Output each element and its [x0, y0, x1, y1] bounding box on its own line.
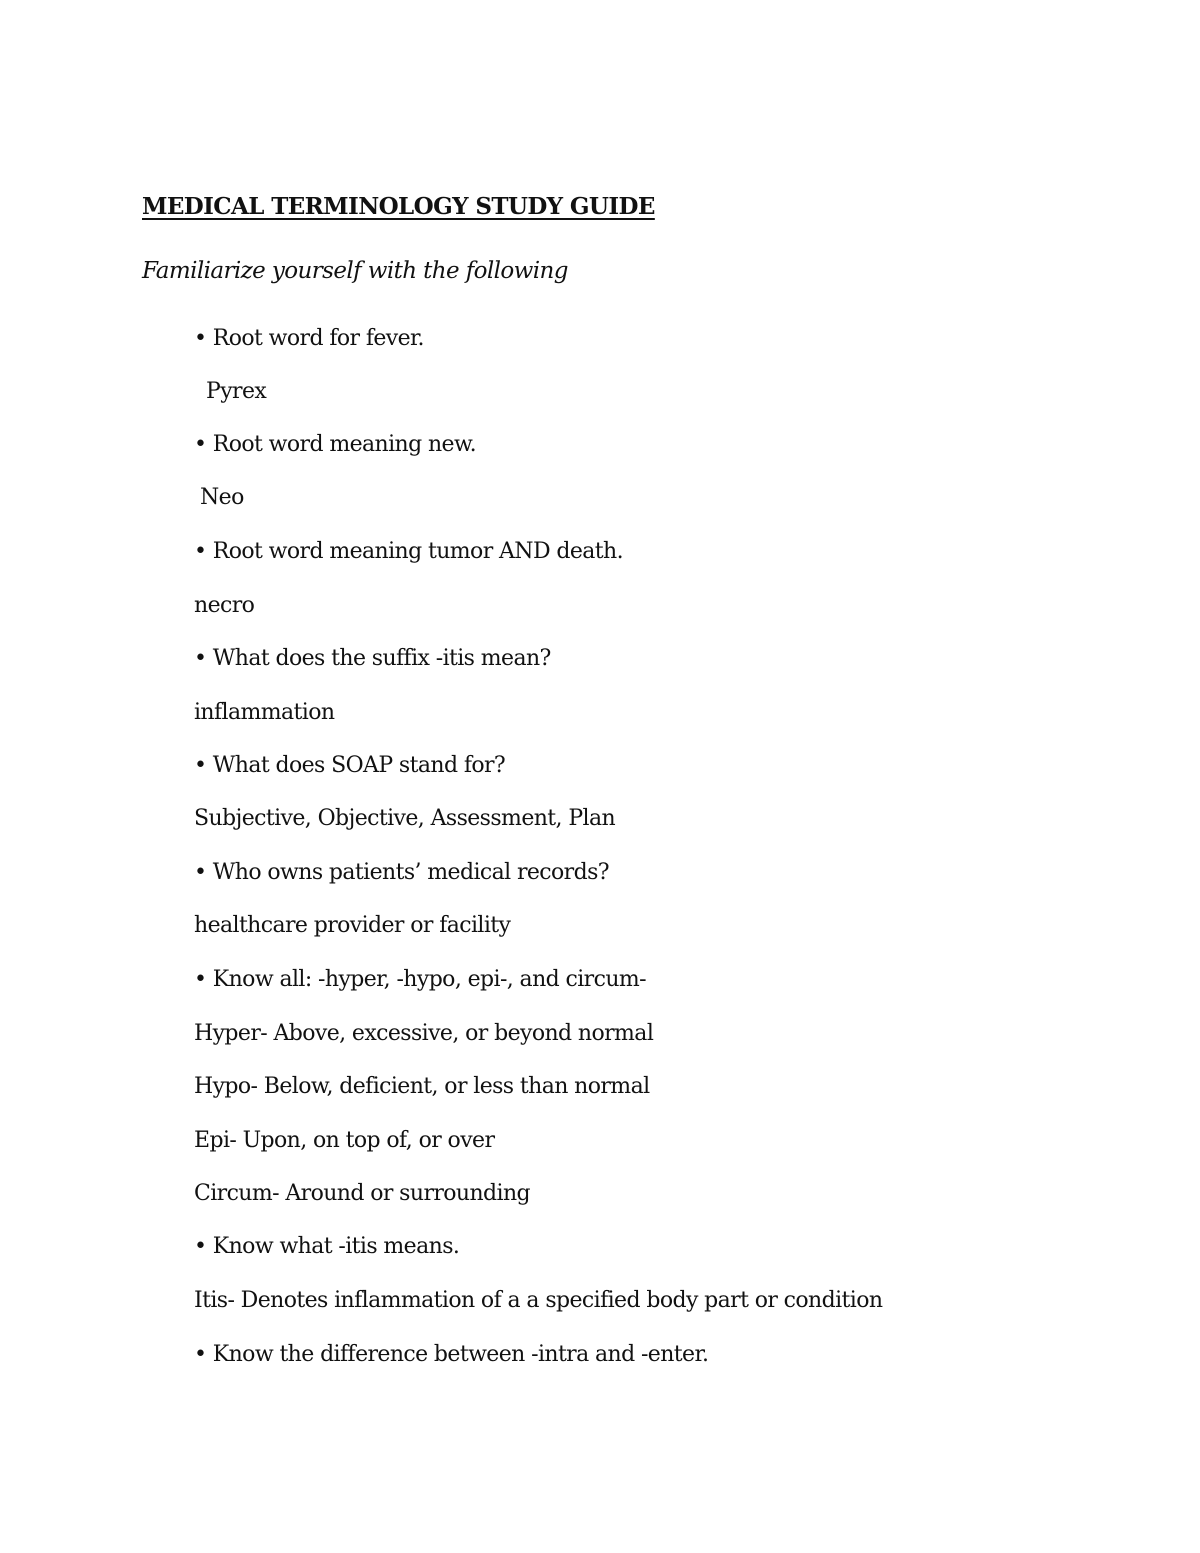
answer-circum: Circum- Around or surrounding	[194, 1181, 531, 1206]
question-new-root: • Root word meaning new.	[194, 432, 476, 457]
answer-epi: Epi- Upon, on top of, or over	[194, 1128, 495, 1153]
question-soap: • What does SOAP stand for?	[194, 753, 506, 778]
question-record-ownership: • Who owns patients’ medical records?	[194, 860, 609, 885]
answer-hypo: Hypo- Below, deficient, or less than normal	[194, 1074, 650, 1099]
answer-fever-root: Pyrex	[206, 379, 267, 404]
answer-tumor-death-root: necro	[194, 593, 255, 618]
question-itis-meaning: • Know what -itis means.	[194, 1234, 460, 1259]
question-tumor-death-root: • Root word meaning tumor AND death.	[194, 539, 623, 564]
answer-itis-suffix: inflammation	[194, 700, 335, 725]
answer-soap: Subjective, Objective, Assessment, Plan	[194, 806, 616, 831]
answer-new-root: Neo	[200, 485, 244, 510]
answer-hyper: Hyper- Above, excessive, or beyond normal	[194, 1021, 654, 1046]
answer-record-ownership: healthcare provider or facility	[194, 913, 511, 938]
question-fever-root: • Root word for fever.	[194, 326, 424, 351]
question-prefixes: • Know all: -hyper, -hypo, epi-, and circum-	[194, 967, 646, 992]
question-itis-suffix: • What does the suffix -itis mean?	[194, 646, 551, 671]
answer-itis-meaning: Itis- Denotes inflammation of a a specified body part or condition	[194, 1288, 883, 1313]
document-title: MEDICAL TERMINOLOGY STUDY GUIDE	[142, 193, 655, 220]
question-intra-enter: • Know the difference between -intra and -enter.	[194, 1342, 709, 1367]
document-subtitle: Familiarize yourself with the following	[142, 258, 568, 284]
